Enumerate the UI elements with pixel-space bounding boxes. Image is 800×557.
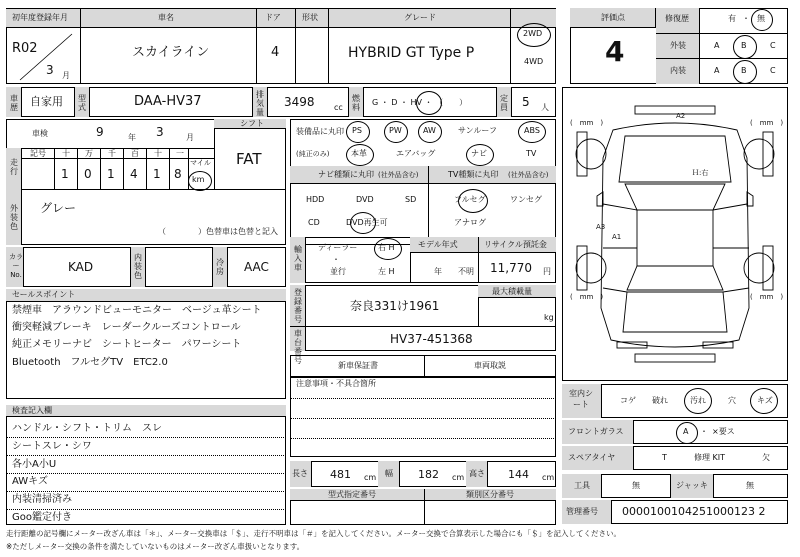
equip-ps: PS: [352, 126, 362, 135]
tv-oneseg: ワンセグ: [510, 195, 542, 204]
jack-label: ジャッキ: [676, 481, 708, 490]
mileage-unit-label: 十: [154, 149, 162, 158]
mileage-digit: 8: [174, 167, 182, 181]
km-label: km: [192, 175, 205, 184]
model-year-label: モデル年式: [418, 240, 458, 249]
interior-dirt: 汚れ: [690, 396, 706, 405]
checker-line: シートスレ・シワ: [12, 441, 92, 452]
sales-point-line: 純正メモリーナビ シートヒーター パワーシート: [12, 339, 242, 350]
tv-type-label: TV種類に丸印: [448, 170, 499, 179]
model-type-label: 型式: [78, 94, 86, 112]
equipment-label-sub: (純正のみ): [296, 150, 330, 158]
model-year-unknown: 不明: [458, 267, 474, 276]
damage-mark-a2: A2: [676, 112, 686, 120]
height-value: 144: [508, 468, 529, 481]
cc-unit: cc: [334, 103, 343, 112]
equip-aw: AW: [423, 126, 436, 135]
color-code-label: カラーNo.: [9, 253, 23, 279]
import-left: 左 H: [378, 267, 395, 276]
mile-label: マイル: [190, 159, 211, 167]
color-label: 外装色: [10, 204, 18, 231]
mileage-digit: 1: [107, 167, 115, 181]
width-label: 幅: [385, 469, 393, 478]
mileage-digit: 4: [130, 167, 138, 181]
person-unit: 人: [541, 103, 549, 112]
reg-era: R02: [12, 41, 38, 56]
interior-seat-label: 室内シート: [569, 389, 593, 409]
navi-cd: CD: [308, 218, 320, 227]
navi-type-sub: (社外品含む): [378, 171, 419, 179]
interior-c: C: [770, 66, 776, 75]
mileage-digit: 1: [61, 167, 69, 181]
exterior-a: A: [714, 41, 720, 50]
mileage-unit-label: 十: [62, 149, 70, 158]
interior-hole: 穴: [728, 396, 736, 405]
sales-points-label: セールスポイント: [12, 290, 76, 299]
exterior-label: 外装: [670, 41, 686, 50]
repair-sep: ・: [742, 14, 750, 23]
mileage-unit-label: 万: [85, 149, 93, 158]
interior-tear: 破れ: [652, 396, 668, 405]
import-parallel: 並行: [330, 267, 346, 276]
navi-hdd: HDD: [306, 195, 325, 204]
mileage-digit: 1: [153, 167, 161, 181]
tools-value: 無: [632, 481, 640, 490]
capacity-label: 定員: [500, 94, 508, 112]
height-cm: cm: [542, 473, 555, 482]
notes-label: 注意事項・不具合箇所: [296, 379, 376, 388]
navi-dvd-play: DVD再生可: [346, 218, 388, 227]
door-label: ドア: [265, 13, 281, 22]
ac-value: AAC: [244, 260, 269, 274]
mileage-label: 走行: [10, 158, 18, 176]
repair-yes: 有: [728, 14, 736, 23]
reg-month: 3: [46, 63, 54, 77]
windshield-a: A: [683, 427, 689, 436]
displacement-label: 排気量: [256, 90, 264, 117]
sales-point-line: Bluetooth フルセグTV ETC2.0: [12, 357, 168, 368]
inspection-year-unit: 年: [128, 133, 136, 142]
model-code: DAA-HV37: [134, 94, 202, 109]
load-label: 最大積載量: [492, 287, 532, 296]
equip-navi: ナビ: [471, 149, 487, 158]
damage-mark-a3: A3: [596, 223, 606, 231]
import-right: 右 H: [378, 243, 395, 252]
warranty-manual: 車両取説: [474, 361, 506, 370]
interior-b: B: [741, 66, 747, 75]
inspection-month: 3: [156, 125, 164, 139]
class-cert-label: 類別区分番号: [466, 490, 514, 499]
score-label: 評価点: [601, 13, 625, 22]
tv-type-sub: (社外品含む): [508, 171, 549, 179]
mileage-mark-label: 記号: [30, 149, 46, 158]
mileage-unit-label: 一: [176, 149, 184, 158]
shape-label: 形状: [302, 13, 318, 22]
reg-month-unit: 月: [62, 71, 70, 80]
navi-dvd: DVD: [356, 195, 374, 204]
usage-cat-label: 車歴: [10, 94, 18, 112]
usage-cat-value: 自家用: [30, 95, 63, 108]
damage-mark-h: Ｈ:右: [692, 169, 709, 177]
footer-line-1: 走行距離の記号欄にメーター改ざん車は「＊」、メーター交換車は「＄」、走行不明車は「＃」を記入してください。メーター交換で合算表示した場合にも「＄」を記入してください。: [6, 529, 621, 538]
checker-label: 検査記入欄: [12, 406, 52, 415]
checker-line: AWキズ: [12, 476, 48, 487]
equip-tv: TV: [526, 149, 537, 158]
height-label: 高さ: [469, 469, 485, 478]
inspection-month-unit: 月: [186, 133, 194, 142]
recycle-unit: 円: [543, 267, 551, 276]
mm-label-bl: ( mm ): [570, 293, 604, 301]
header-label-strip: [6, 8, 556, 28]
reg-value: 奈良331け1961: [350, 299, 440, 313]
width-cm: cm: [452, 473, 465, 482]
mm-label-br: ( mm ): [750, 293, 784, 301]
length-value: 481: [330, 468, 351, 481]
sales-point-line: 衝突軽減ブレーキ レーダークルーズコントロール: [12, 322, 241, 333]
recycle-label: リサイクル預託金: [484, 240, 547, 249]
jack-value: 無: [746, 481, 754, 490]
mgmt-label: 管理番号: [566, 507, 598, 516]
equip-abs: ABS: [524, 126, 540, 135]
navi-sd: SD: [405, 195, 417, 204]
footer-line-2: ※ただしメーター交換の条件を満たしていないものはメーター改ざん車扱いとなります。: [6, 542, 305, 551]
mm-label-tl: ( mm ): [570, 119, 604, 127]
spare-repair: 修理 KIT: [694, 453, 726, 462]
recycle-value: 11,770: [490, 261, 532, 275]
mileage-digit: 0: [84, 167, 92, 181]
windshield-label: フロントガラス: [568, 427, 624, 436]
spare-label: スペアタイヤ: [568, 453, 616, 462]
spare-none: 欠: [762, 453, 770, 462]
warranty-new: 新車保証書: [338, 361, 378, 370]
mgmt-value: 0000100104251000123 2: [622, 505, 766, 518]
checker-line: 各小A小U: [12, 459, 57, 470]
color-note: （ ）色替車は色替と記入: [158, 227, 278, 236]
windshield-x: ×要ス: [712, 427, 735, 436]
mileage-unit-label: 千: [108, 149, 116, 158]
vin-value: HV37-451368: [390, 332, 473, 346]
interior-scratch: キズ: [757, 396, 773, 405]
tv-analog: アナログ: [454, 218, 486, 227]
spare-t: T: [662, 453, 667, 462]
repair-label: 修復歴: [665, 14, 689, 23]
color-code-value: KAD: [68, 260, 94, 274]
tv-fullseg: フルセグ: [454, 195, 486, 204]
drive-2wd: 2WD: [523, 29, 543, 38]
tools-label: 工具: [574, 481, 590, 490]
mileage-unit-label: 百: [131, 149, 139, 158]
interior-a: A: [714, 66, 720, 75]
grade-label: グレード: [404, 13, 436, 22]
windshield-dot: ・: [700, 427, 708, 436]
warranty-row: [290, 355, 556, 377]
equip-pw: PW: [389, 126, 402, 135]
inspection-label: 車検: [32, 129, 48, 138]
car-name: スカイライン: [132, 45, 210, 60]
interior-color-label: 内装色: [134, 253, 142, 280]
damage-mark-a1: A1: [612, 233, 622, 241]
shift-label: シフト: [240, 119, 264, 128]
notes-block: [290, 377, 556, 457]
equip-leather: 本革: [351, 149, 367, 158]
color-value: グレー: [40, 201, 77, 215]
capacity: 5: [522, 95, 530, 109]
fuel-hv-circle: [416, 91, 442, 115]
interior-label: 内装: [670, 66, 686, 75]
drive-4wd: 4WD: [524, 57, 544, 66]
interior-kog: コゲ: [620, 396, 636, 405]
load-kg: kg: [544, 313, 554, 322]
reg-slash: [6, 28, 82, 84]
inspection-year: 9: [96, 125, 104, 139]
displacement: 3498: [284, 95, 315, 109]
model-year-unit: 年: [434, 267, 442, 276]
equip-airbag: エアバッグ: [396, 149, 436, 158]
grade-value: HYBRID GT Type P: [348, 45, 475, 61]
reg-label: 登録番号: [294, 288, 302, 324]
car-name-label: 車名: [158, 13, 174, 22]
exterior-b: B: [741, 41, 747, 50]
score-value: 4: [605, 35, 625, 68]
navi-type-label: ナビ種類に丸印: [318, 170, 374, 179]
import-dot: ・: [332, 255, 340, 264]
checker-line: 内装清掃済み: [12, 494, 72, 505]
length-label: 長さ: [292, 469, 308, 478]
import-dealer: ディーラー: [318, 243, 358, 252]
vin-label: 車台番号: [294, 329, 302, 365]
length-cm: cm: [364, 473, 377, 482]
mm-label-tr: ( mm ): [750, 119, 784, 127]
exterior-c: C: [770, 41, 776, 50]
equipment-label: 装備品に丸印: [296, 127, 344, 136]
car-diagram: [563, 88, 787, 380]
fuel-options: G ・ D ・ HV ・ （ ）: [372, 98, 468, 107]
first-reg-label: 初年度登録年月: [12, 13, 68, 22]
type-cert-label: 型式指定番号: [328, 490, 376, 499]
equip-sunroof: サンルーフ: [458, 126, 497, 135]
import-label: 輸入車: [294, 245, 302, 272]
checker-line: ハンドル・シフト・トリム スレ: [12, 423, 162, 434]
shift-value: FAT: [236, 150, 262, 168]
doors-value: 4: [271, 45, 280, 60]
fuel-label: 燃料: [352, 94, 360, 112]
ac-label: 冷房: [216, 258, 224, 276]
checker-line: Goo鑑定付き: [12, 512, 72, 523]
repair-no: 無: [757, 14, 765, 23]
sales-point-line: 禁煙車 アラウンドビューモニター ベージュ革シート: [12, 305, 262, 316]
width-value: 182: [418, 468, 439, 481]
